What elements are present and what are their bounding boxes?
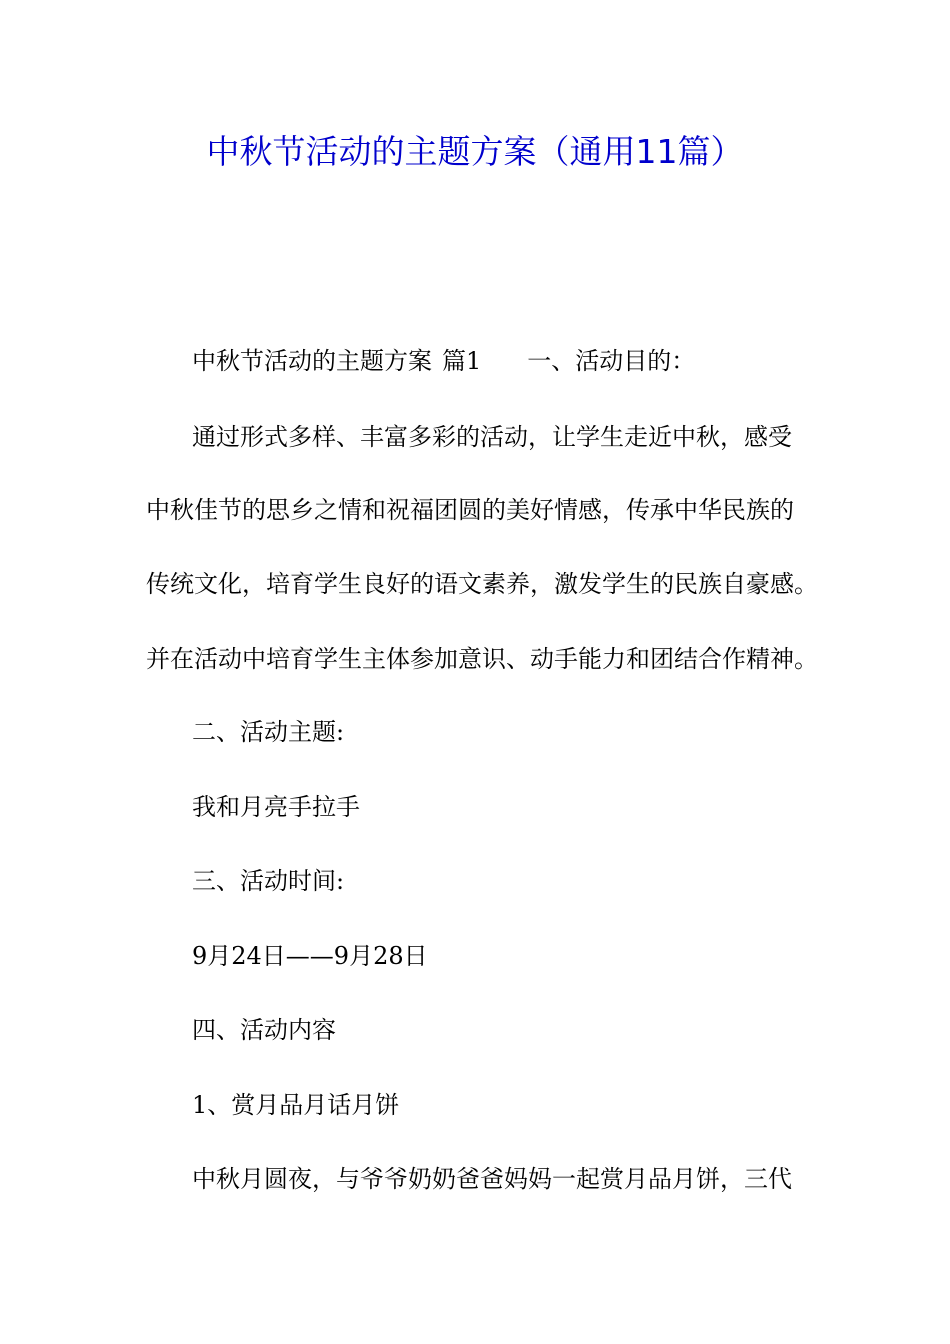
- theme-heading: 二、活动主题:: [192, 718, 345, 746]
- purpose-line-4: 并在活动中培育学生主体参加意识、动手能力和团结合作精神。: [146, 645, 818, 673]
- section-number: 篇1: [442, 347, 482, 375]
- purpose-line-3: 传统文化，培育学生良好的语文素养，激发学生的民族自豪感。: [146, 570, 818, 598]
- purpose-line-1: 通过形式多样、丰富多彩的活动，让学生走近中秋，感受: [192, 423, 792, 451]
- content-heading: 四、活动内容: [192, 1016, 336, 1044]
- document-title: 中秋节活动的主题方案（通用11篇）: [206, 132, 744, 171]
- time-heading: 三、活动时间:: [192, 867, 345, 895]
- time-text: 9月24日——9月28日: [192, 942, 428, 970]
- item1-heading: 1、赏月品月话月饼: [192, 1091, 400, 1119]
- section-heading-line: [192, 343, 695, 379]
- item1-text: 中秋月圆夜，与爷爷奶奶爸爸妈妈一起赏月品月饼，三代: [192, 1165, 792, 1193]
- section-heading: 中秋节活动的主题方案: [192, 347, 432, 375]
- theme-text: 我和月亮手拉手: [192, 793, 360, 821]
- purpose-line-2: 中秋佳节的思乡之情和祝福团圆的美好情感，传承中华民族的: [146, 496, 794, 524]
- purpose-heading: 一、活动目的：: [527, 347, 696, 375]
